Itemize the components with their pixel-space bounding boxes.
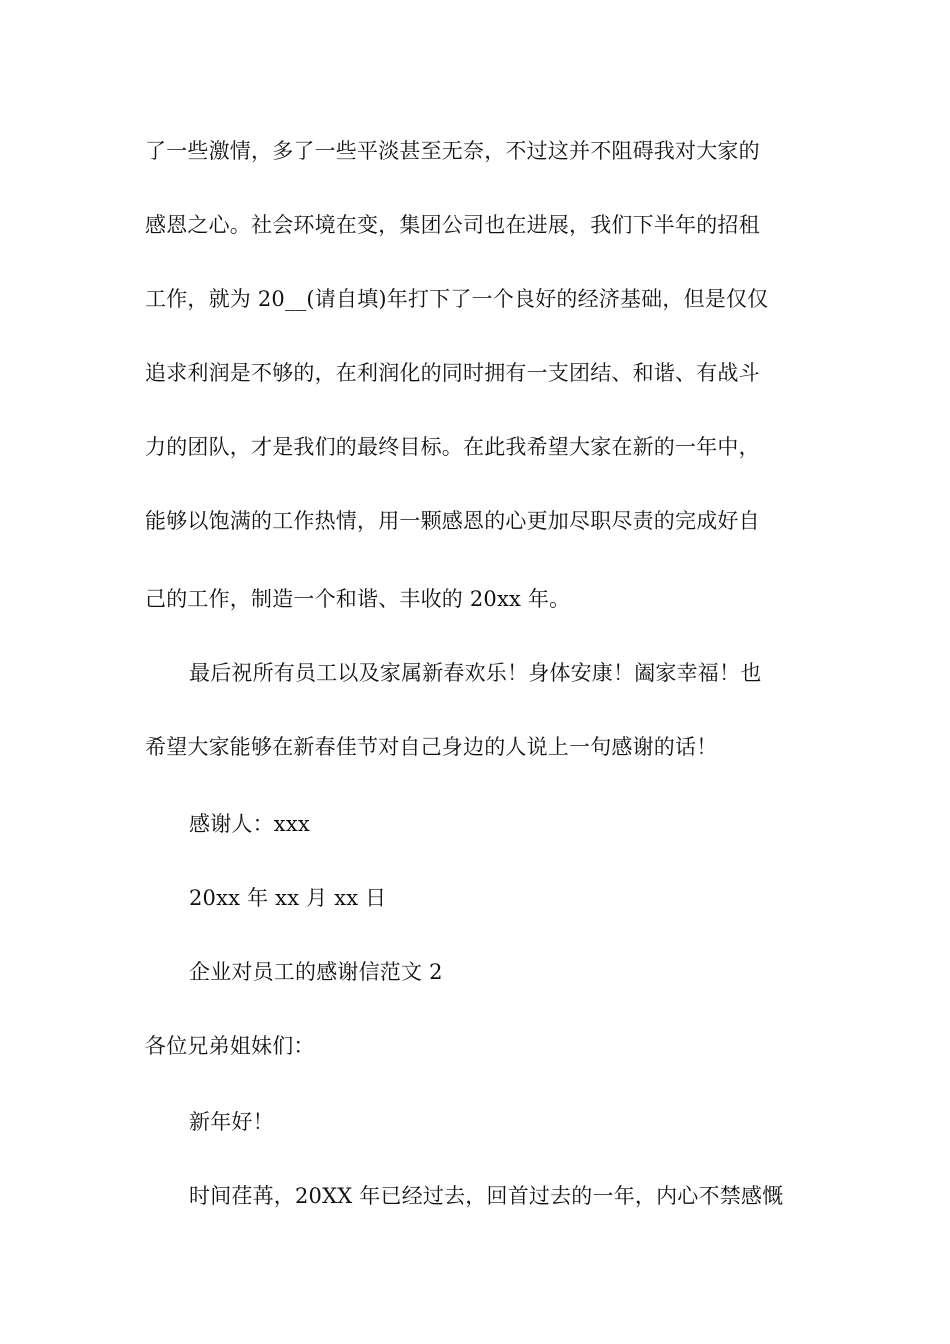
signature-line: 感谢人：xxx (189, 812, 310, 836)
paragraph-1-line-5: 力的团队，才是我们的最终目标。在此我希望大家在新的一年中， (145, 435, 760, 459)
date-line: 20xx 年 xx 月 xx 日 (189, 886, 387, 910)
paragraph-1-line-3: 工作，就为 20__(请自填)年打下了一个良好的经济基础，但是仅仅 (145, 287, 769, 311)
paragraph-1-line-1: 了一些激情，多了一些平淡甚至无奈，不过这并不阻碍我对大家的 (145, 139, 760, 163)
paragraph-2-line-1: 最后祝所有员工以及家属新春欢乐！身体安康！阖家幸福！也 (189, 661, 762, 685)
paragraph-1-line-4: 追求利润是不够的，在利润化的同时拥有一支团结、和谐、有战斗 (145, 361, 760, 385)
paragraph-3-line-1: 时间荏苒，20XX 年已经过去，回首过去的一年，内心不禁感慨 (189, 1184, 784, 1208)
greeting: 新年好！ (189, 1110, 274, 1134)
paragraph-1-line-2: 感恩之心。社会环境在变，集团公司也在进展，我们下半年的招租 (145, 213, 760, 237)
section-title: 企业对员工的感谢信范文 2 (189, 960, 443, 984)
paragraph-1-line-7: 己的工作，制造一个和谐、丰收的 20xx 年。 (145, 587, 571, 611)
paragraph-1-line-6: 能够以饱满的工作热情，用一颗感恩的心更加尽职尽责的完成好自 (145, 509, 760, 533)
paragraph-2-line-2: 希望大家能够在新春佳节对自己身边的人说上一句感谢的话！ (145, 735, 718, 759)
salutation: 各位兄弟姐妹们： (145, 1034, 315, 1058)
